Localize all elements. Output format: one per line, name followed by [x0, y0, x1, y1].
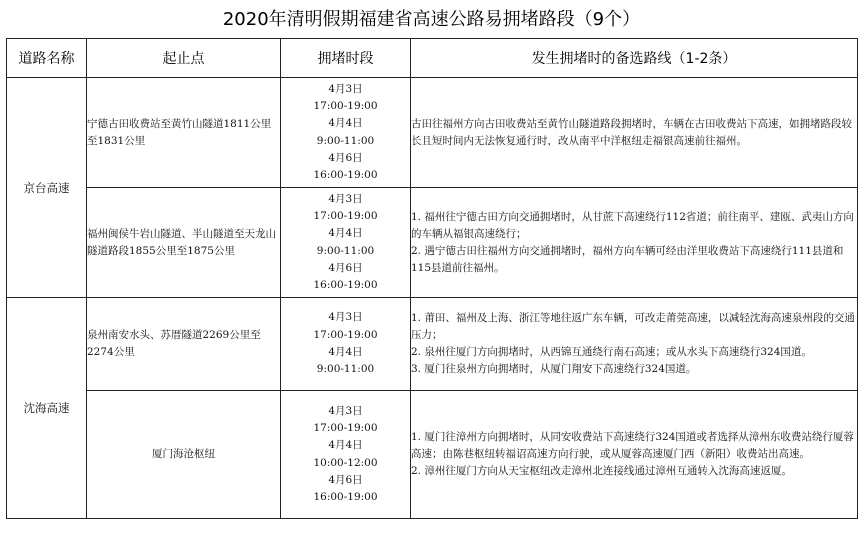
period-date: 4月3日 — [328, 311, 363, 324]
endpoints-cell: 福州闽侯牛岩山隧道、半山隧道至天龙山隧道路段1855公里至1875公里 — [87, 188, 281, 298]
period-cell — [281, 391, 411, 519]
period-date: 4月3日 — [328, 404, 363, 417]
header-road-name: 道路名称 — [7, 39, 87, 78]
period-date: 4月4日 — [328, 439, 363, 452]
alternative-route-text: 古田往福州方向古田收费站至黄竹山隧道路段拥堵时，车辆在古田收费站下高速，如拥堵路段较长且短时间内无法恢复通行时，改从南平中洋枢纽走福银高速前往福州。 — [411, 117, 852, 147]
alternative-route-text: 3. 厦门往泉州方向拥堵时，从厦门翔安下高速绕行324国道。 — [411, 363, 697, 375]
period-date: 4月3日 — [328, 192, 363, 205]
alternative-route-text: 2. 泉州往厦门方向拥堵时，从西锦互通绕行南石高速；或从水头下高速绕行324国道。 — [411, 346, 812, 358]
period-hours: 16:00-19:00 — [313, 491, 378, 504]
period-date: 4月6日 — [328, 151, 363, 164]
alternative-route-text: 2. 遇宁德古田往福州方向交通拥堵时，福州方向车辆可经由洋里收费站下高速绕行111县道和115县道前往福州。 — [411, 244, 844, 274]
period-hours: 17:00-19:00 — [313, 328, 378, 341]
header-endpoints: 起止点 — [87, 39, 281, 78]
period-hours: 10:00-12:00 — [313, 456, 378, 469]
alternatives-cell — [411, 298, 858, 391]
endpoints-cell: 厦门海沧枢纽 — [87, 391, 281, 519]
period-date: 4月6日 — [328, 261, 363, 274]
alternative-route-text: 1. 福州往宁德古田方向交通拥堵时，从甘蔗下高速绕行112省道；前往南平、建瓯、武夷山方向的车辆从福银高速绕行； — [411, 210, 854, 240]
table-header-row — [7, 39, 858, 78]
period-hours: 9:00-11:00 — [316, 363, 375, 376]
period-cell — [281, 78, 411, 188]
period-date: 4月4日 — [328, 346, 363, 358]
period-cell — [281, 188, 411, 298]
congestion-table — [6, 38, 858, 519]
period-date: 4月4日 — [328, 117, 363, 130]
alternatives-cell — [411, 78, 858, 188]
alternatives-cell — [411, 391, 858, 519]
period-hours: 17:00-19:00 — [313, 99, 378, 112]
period-hours: 17:00-19:00 — [313, 421, 378, 434]
header-alternative-routes: 发生拥堵时的备选路线（1-2条） — [411, 39, 858, 78]
period-hours: 9:00-11:00 — [316, 244, 375, 257]
endpoints-cell: 泉州南安水头、苏厝隧道2269公里至2274公里 — [87, 298, 281, 391]
road-name-cell: 京台高速 — [7, 78, 87, 298]
alternative-route-text: 1. 莆田、福州及上海、浙江等地往返广东车辆，可改走莆莞高速，以减轻沈海高速泉州段的交通压力； — [411, 312, 855, 341]
header-congestion-period: 拥堵时段 — [281, 39, 411, 78]
period-date: 4月6日 — [328, 473, 363, 486]
period-hours: 9:00-11:00 — [316, 134, 375, 147]
table-row — [7, 188, 858, 298]
alternative-route-text: 1. 厦门往漳州方向拥堵时，从同安收费站下高速绕行324国道或者选择从漳州东收费站绕行厦蓉高速；由陈巷枢纽转福诏高速方向行驶，或从厦蓉高速厦门西（新阳）收费站出高速。 — [411, 431, 854, 460]
period-date: 4月4日 — [328, 227, 363, 240]
period-hours: 16:00-19:00 — [313, 169, 378, 182]
period-hours: 16:00-19:00 — [313, 279, 378, 292]
period-cell — [281, 298, 411, 391]
alternative-route-text: 2. 漳州往厦门方向从天宝枢纽改走漳州北连接线通过漳州互通转入沈海高速返厦。 — [411, 465, 792, 477]
table-row — [7, 391, 858, 519]
endpoints-cell: 宁德古田收费站至黄竹山隧道1811公里至1831公里 — [87, 78, 281, 188]
road-name-cell: 沈海高速 — [7, 298, 87, 519]
table-row — [7, 298, 858, 391]
page-title: 2020年清明假期福建省高速公路易拥堵路段（9个） — [222, 9, 641, 30]
period-date: 4月3日 — [328, 82, 363, 95]
table-row — [7, 78, 858, 188]
alternatives-cell — [411, 188, 858, 298]
period-hours: 17:00-19:00 — [313, 209, 378, 222]
